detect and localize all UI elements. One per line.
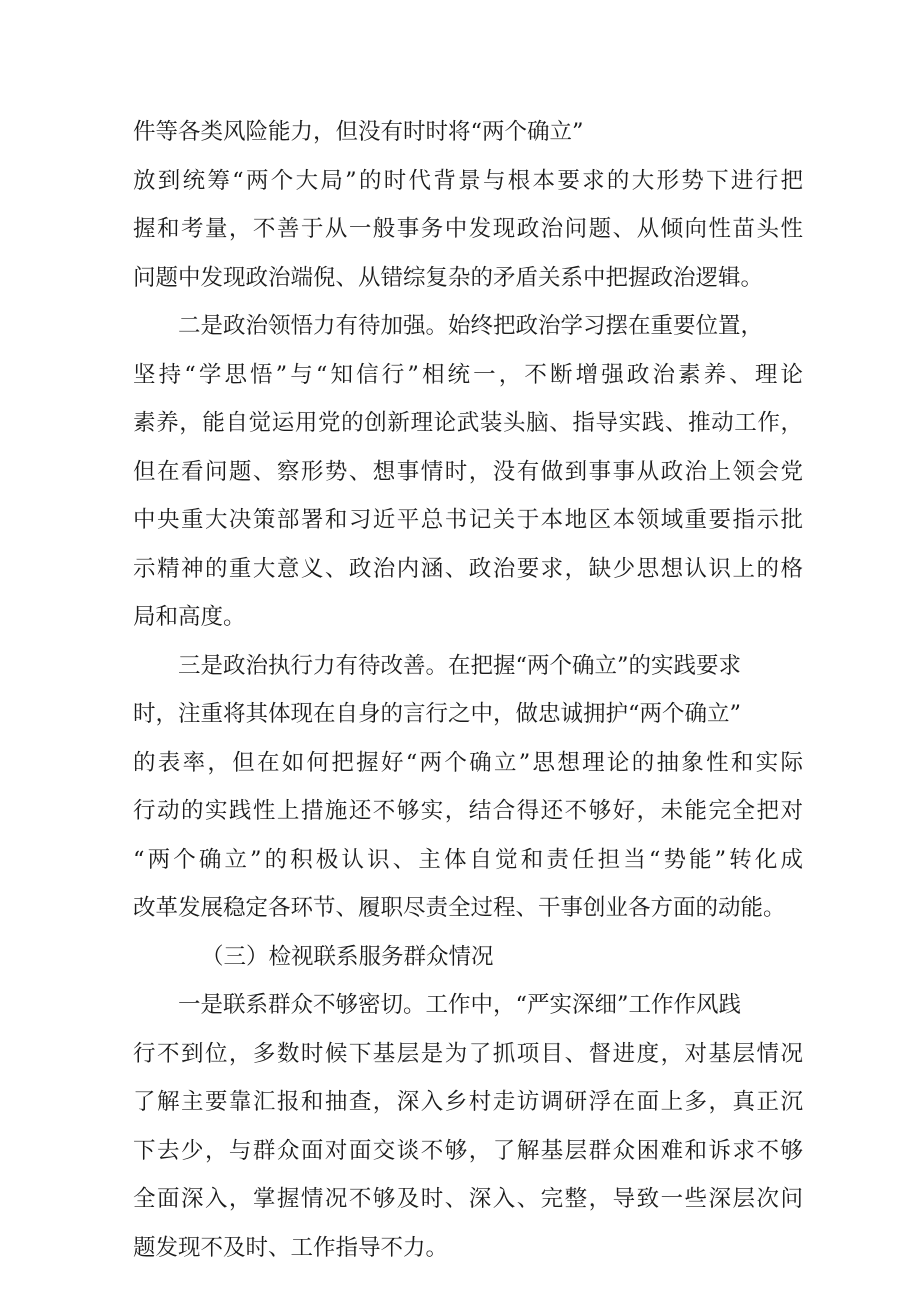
text-line: 素养，能自觉运用党的创新理论武装头脑、指导实践、推动工作， <box>133 410 803 436</box>
section-heading: （三）检视联系服务群众情况 <box>201 943 494 970</box>
document-body <box>133 108 803 1272</box>
text-line: 全面深入，掌握情况不够及时、深入、完整，导致一些深层次问 <box>133 1186 803 1212</box>
text-line: 握和考量，不善于从一般事务中发现政治问题、从倾向性苗头性 <box>133 216 803 242</box>
paragraph-start-line: 三是政治执行力有待改善。在把握“两个确立”的实践要求 <box>178 652 742 679</box>
text-line: 行不到位，多数时候下基层是为了抓项目、督进度，对基层情况 <box>133 1040 803 1067</box>
text-line: 局和高度。 <box>133 604 246 630</box>
text-line: 中央重大决策部署和习近平总书记关于本地区本领域重要指示批 <box>133 507 803 533</box>
text-line: 行动的实践性上措施还不够实，结合得还不够好，未能完全把对 <box>133 798 803 824</box>
text-line: 题发现不及时、工作指导不力。 <box>133 1234 449 1261</box>
text-line: 件等各类风险能力，但没有时时将“两个确立” <box>133 119 584 145</box>
text-line: 但在看问题、察形势、想事情时，没有做到事事从政治上领会党 <box>133 458 803 485</box>
text-line: 了解主要靠汇报和抽查，深入乡村走访调研浮在面上多，真正沉 <box>133 1089 803 1115</box>
text-line: 改革发展稳定各环节、履职尽责全过程、干事创业各方面的动能。 <box>133 895 786 921</box>
text-line: 下去少，与群众面对面交谈不够，了解基层群众困难和诉求不够 <box>133 1137 803 1164</box>
text-line: 示精神的重大意义、政治内涵、政治要求，缺少思想认识上的格 <box>133 555 803 582</box>
text-line: 放到统筹“两个大局”的时代背景与根本要求的大形势下进行把 <box>133 167 803 194</box>
text-line: 的表率，但在如何把握好“两个确立”思想理论的抽象性和实际 <box>133 749 803 776</box>
paragraph-start-line: 二是政治领悟力有待加强。始终把政治学习摆在重要位置， <box>178 313 764 339</box>
text-line: 问题中发现政治端倪、从错综复杂的矛盾关系中把握政治逻辑。 <box>133 264 764 291</box>
text-line: 坚持“学思悟”与“知信行”相统一，不断增强政治素养、理论 <box>133 361 803 388</box>
paragraph-start-line: 一是联系群众不够密切。工作中，“严实深细”工作作风践 <box>178 992 742 1018</box>
text-line: “两个确立”的积极认识、主体自觉和责任担当“势能”转化成 <box>133 846 803 873</box>
text-line: 时，注重将其体现在自身的言行之中，做忠诚拥护“两个确立” <box>133 701 742 727</box>
